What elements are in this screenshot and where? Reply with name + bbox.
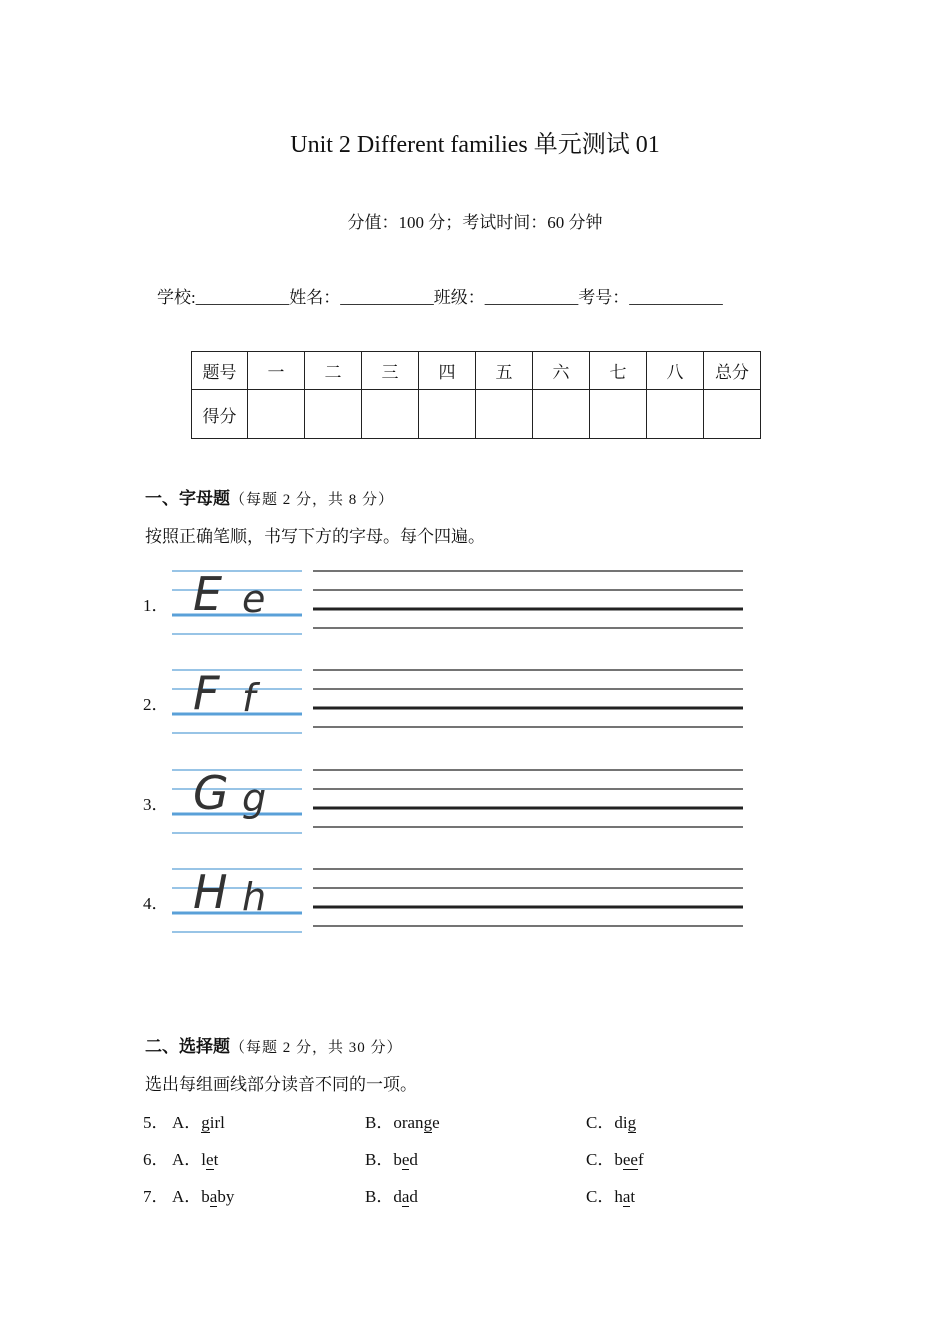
option-text: l (201, 1150, 207, 1169)
score-table-score-row (192, 390, 761, 439)
score-header-cell: 总分 (704, 352, 761, 390)
practice-line-set (313, 565, 743, 635)
option-a[interactable] (172, 1108, 225, 1133)
option-text: t (630, 1187, 636, 1206)
letter-item-number: 3． (143, 795, 169, 814)
writing-practice-lines[interactable] (313, 764, 743, 834)
letter-item-number: 4． (143, 894, 169, 913)
practice-line-set (313, 863, 743, 933)
underlined-part: g (627, 1113, 637, 1132)
uppercase-letter: H (193, 865, 228, 919)
option-b[interactable] (365, 1182, 418, 1207)
underlined-part: a (622, 1187, 631, 1206)
section1-heading (145, 484, 394, 509)
lowercase-letter: h (242, 875, 267, 919)
option-text: t (213, 1150, 219, 1169)
option-c[interactable] (586, 1182, 635, 1207)
page-title: Unit 2 Different families 单元测试 01 (290, 132, 660, 158)
underlined-part: g (201, 1113, 210, 1132)
letter-guide-lines (172, 664, 302, 738)
option-text: d (393, 1187, 402, 1206)
letter-guide-g (172, 764, 302, 838)
option-label: C． (586, 1150, 615, 1169)
score-cell[interactable] (704, 390, 761, 439)
uppercase-letter: F (193, 666, 220, 720)
score-table (191, 351, 761, 439)
section2-heading (145, 1032, 403, 1057)
score-row-label: 得分 (192, 390, 248, 439)
section1-instruction: 按照正确笔顺，书写下方的字母。每个四遍。 (145, 527, 485, 546)
option-c[interactable] (586, 1145, 644, 1170)
option-text: by (217, 1187, 235, 1206)
score-cell[interactable] (362, 390, 419, 439)
practice-line-set (313, 664, 743, 734)
choice-question (143, 1145, 843, 1169)
option-b[interactable] (365, 1145, 418, 1170)
practice-line-set (313, 764, 743, 834)
option-text: e (432, 1113, 440, 1132)
section2-note: （每题 2 分，共 30 分） (230, 1040, 403, 1056)
letter-guide-lines (172, 863, 302, 937)
student-info-line: 学校:___________姓名：___________班级：___________考号：___________ (157, 288, 723, 307)
letter-guide-lines (172, 565, 302, 639)
option-text: d (409, 1187, 418, 1206)
letter-guide-lines (172, 764, 302, 838)
option-a[interactable] (172, 1182, 234, 1207)
score-header-cell: 五 (476, 352, 533, 390)
option-c[interactable] (586, 1108, 636, 1133)
uppercase-letter: G (193, 766, 229, 820)
score-cell[interactable] (248, 390, 305, 439)
score-header-cell: 题号 (192, 352, 248, 390)
section2-instruction: 选出每组画线部分读音不同的一项。 (145, 1075, 417, 1094)
question-number: 5． (143, 1113, 169, 1132)
option-label: B． (365, 1150, 394, 1169)
choice-question (143, 1182, 843, 1206)
question-number: 7． (143, 1187, 169, 1206)
section2-title: 二、选择题 (145, 1037, 230, 1056)
score-header-cell: 三 (362, 352, 419, 390)
letter-item-number: 1． (143, 596, 169, 615)
score-cell[interactable] (590, 390, 647, 439)
underlined-part: e (206, 1150, 214, 1169)
option-text: b (201, 1187, 210, 1206)
score-cell[interactable] (419, 390, 476, 439)
choice-question (143, 1108, 843, 1132)
underlined-part: a (401, 1187, 410, 1206)
score-cell[interactable] (533, 390, 590, 439)
section1-title: 一、字母题 (145, 489, 230, 508)
option-label: A． (172, 1187, 202, 1206)
score-cell[interactable] (647, 390, 704, 439)
option-a[interactable] (172, 1145, 218, 1170)
option-label: A． (172, 1150, 202, 1169)
score-header-cell: 四 (419, 352, 476, 390)
score-table-header-row (192, 352, 761, 390)
letter-item-number: 2． (143, 695, 169, 714)
lowercase-letter: e (242, 577, 266, 621)
underlined-part: a (209, 1187, 218, 1206)
underlined-part: e (401, 1150, 410, 1169)
score-header-cell: 七 (590, 352, 647, 390)
option-text: h (614, 1187, 623, 1206)
underlined-part: ee (622, 1150, 638, 1169)
option-label: B． (365, 1113, 394, 1132)
score-header-cell: 二 (305, 352, 362, 390)
uppercase-letter: E (193, 567, 223, 621)
letter-guide-e (172, 565, 302, 639)
writing-practice-lines[interactable] (313, 664, 743, 734)
lowercase-letter: g (242, 776, 267, 820)
exam-meta: 分值：100 分；考试时间：60 分钟 (347, 213, 603, 232)
score-cell[interactable] (476, 390, 533, 439)
letter-guide-f (172, 664, 302, 738)
option-text: d (409, 1150, 418, 1169)
score-cell[interactable] (305, 390, 362, 439)
option-text: di (614, 1113, 628, 1132)
option-text: irl (209, 1113, 225, 1132)
letter-guide-h (172, 863, 302, 937)
option-label: C． (586, 1113, 615, 1132)
lowercase-letter: f (242, 676, 256, 720)
option-label: C． (586, 1187, 615, 1206)
option-text: b (393, 1150, 402, 1169)
writing-practice-lines[interactable] (313, 565, 743, 635)
option-text: f (637, 1150, 644, 1169)
option-b[interactable] (365, 1108, 440, 1133)
option-label: B． (365, 1187, 394, 1206)
score-header-cell: 一 (248, 352, 305, 390)
question-number: 6． (143, 1150, 169, 1169)
underlined-part: g (423, 1113, 433, 1132)
option-label: A． (172, 1113, 202, 1132)
option-text: b (614, 1150, 623, 1169)
writing-practice-lines[interactable] (313, 863, 743, 933)
option-text: oran (393, 1113, 424, 1132)
score-header-cell: 六 (533, 352, 590, 390)
score-header-cell: 八 (647, 352, 704, 390)
section1-note: （每题 2 分，共 8 分） (230, 492, 395, 508)
